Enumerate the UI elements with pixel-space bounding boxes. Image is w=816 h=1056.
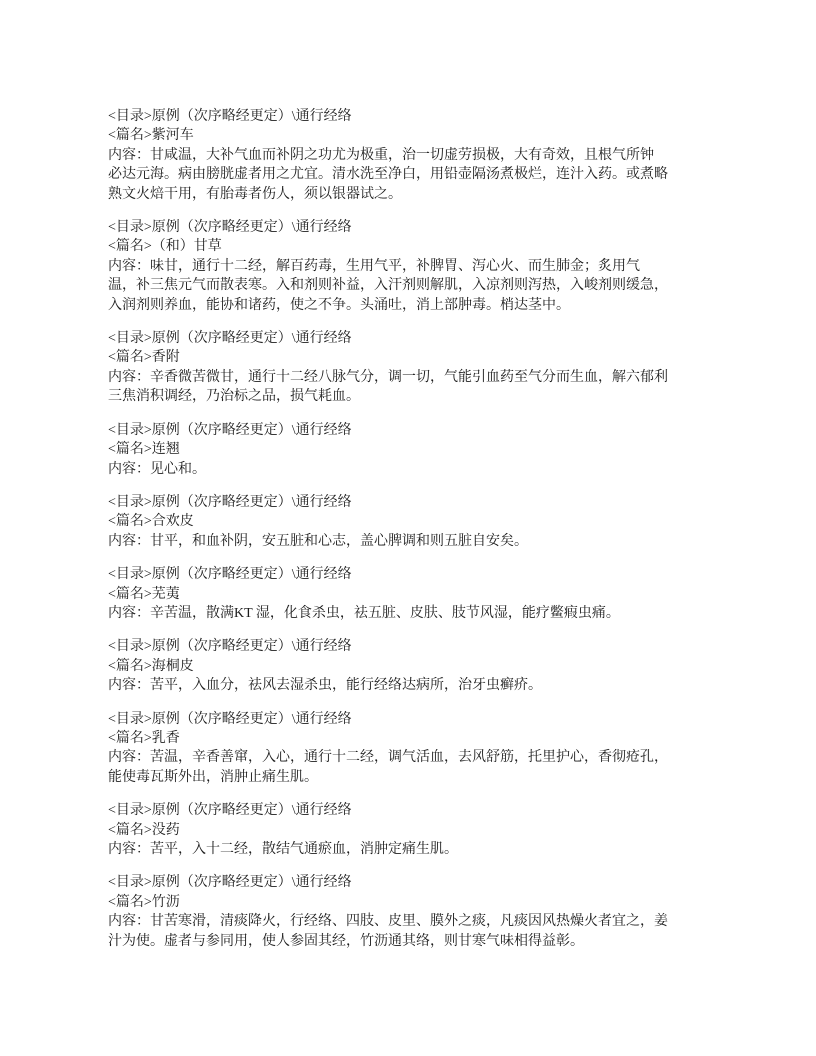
content-lines	[108, 912, 708, 951]
content-line: 入润剂则养血，能协和诸药，使之不争。头涌吐，消上部肿毒。梢达茎中。	[108, 297, 570, 313]
content-lines	[108, 460, 708, 479]
content-line: 汁为使。虚者与参同用，使人参固其经，竹沥通其络，则甘寒气味相得益彰。	[108, 933, 584, 949]
toc-line: <目录>原例（次序略经更定）\通行经络	[108, 422, 352, 438]
content-line: 内容：甘苦寒滑，清痰降火，行经络、四肢、皮里、膜外之痰，凡痰因风热燥火者宜之，姜	[108, 914, 668, 930]
toc-line: <目录>原例（次序略经更定）\通行经络	[108, 109, 352, 124]
content-line: 内容：苦温，辛香善窜，入心，通行十二经，调气活血，去风舒筋，托里护心，香彻疮孔，	[108, 750, 668, 766]
title-line: <篇名>合欢皮	[108, 514, 194, 530]
content-lines	[108, 532, 708, 551]
title-line: <篇名>香附	[108, 350, 180, 366]
title-line: <篇名>没药	[108, 822, 180, 838]
toc-line: <目录>原例（次序略经更定）\通行经络	[108, 803, 352, 819]
content-lines	[108, 840, 708, 859]
title-line: <篇名>竹沥	[108, 894, 180, 910]
herb-entry	[108, 637, 708, 695]
content-lines	[108, 368, 708, 407]
content-line: 温，补三焦元气而散表寒。入和剂则补益，入汗剂则解肌，入凉剂则泻热，入峻剂则缓急，	[108, 278, 668, 294]
herb-entry	[108, 565, 708, 623]
toc-line: <目录>原例（次序略经更定）\通行经络	[108, 639, 352, 655]
content-line: 必达元海。病由膀胱虚者用之尤宜。清水洗至净白，用铅壶隔汤煮极烂，连汁入药。或煮略	[108, 167, 668, 183]
content-line: 内容：味甘，通行十二经，解百药毒，生用气平，补脾胃、泻心火、而生肺金；炙用气	[108, 258, 640, 274]
herb-entry	[108, 329, 708, 407]
herb-entry	[108, 801, 708, 859]
herb-entry	[108, 107, 708, 204]
content-line: 内容：甘咸温，大补气血而补阴之功尤为极重，治一切虚劳损极，大有奇效，且根气所钟	[108, 147, 654, 163]
title-line: <篇名>乳香	[108, 730, 180, 746]
content-lines	[108, 748, 708, 787]
toc-line: <目录>原例（次序略经更定）\通行经络	[108, 711, 352, 727]
herb-entry	[108, 421, 708, 479]
herb-entry	[108, 873, 708, 951]
content-lines	[108, 146, 708, 204]
content-line: 内容：辛苦温，散满KT 湿，化食杀虫，祛五脏、皮肤、肢节风湿，能疗鳖瘕虫痛。	[108, 605, 620, 621]
toc-line: <目录>原例（次序略经更定）\通行经络	[108, 494, 352, 510]
content-line: 内容：甘平，和血补阴，安五脏和心志，盖心脾调和则五脏自安矣。	[108, 533, 528, 549]
entries-list	[108, 107, 708, 965]
content-lines	[108, 604, 708, 623]
content-line: 熟文火焙干用，有胎毒者伤人，须以银器试之。	[108, 186, 402, 202]
herb-entry	[108, 493, 708, 551]
title-line: <篇名>（和）甘草	[108, 239, 222, 255]
herb-entry	[108, 710, 708, 788]
content-line: 内容：见心和。	[108, 461, 206, 477]
content-line: 能使毒瓦斯外出，消肿止痛生肌。	[108, 769, 318, 785]
title-line: <篇名>芜荑	[108, 586, 180, 602]
content-lines	[108, 676, 708, 695]
toc-line: <目录>原例（次序略经更定）\通行经络	[108, 331, 352, 347]
content-line: 三焦消积调经，乃治标之品，损气耗血。	[108, 389, 360, 405]
content-line: 内容：苦平，入十二经，散结气通瘀血，消肿定痛生肌。	[108, 842, 458, 857]
content-line: 内容：辛香微苦微甘，通行十二经八脉气分，调一切，气能引血药至气分而生血，解六郁利	[108, 369, 668, 385]
content-lines	[108, 257, 708, 315]
title-line: <篇名>海桐皮	[108, 658, 194, 674]
toc-line: <目录>原例（次序略经更定）\通行经络	[108, 567, 352, 583]
title-line: <篇名>紫河车	[108, 128, 194, 144]
herb-entry	[108, 218, 708, 315]
toc-line: <目录>原例（次序略经更定）\通行经络	[108, 220, 352, 236]
content-line: 内容：苦平，入血分，祛风去湿杀虫，能行经络达病所，治牙虫癣疥。	[108, 678, 542, 694]
title-line: <篇名>连翘	[108, 442, 180, 458]
toc-line: <目录>原例（次序略经更定）\通行经络	[108, 875, 352, 891]
